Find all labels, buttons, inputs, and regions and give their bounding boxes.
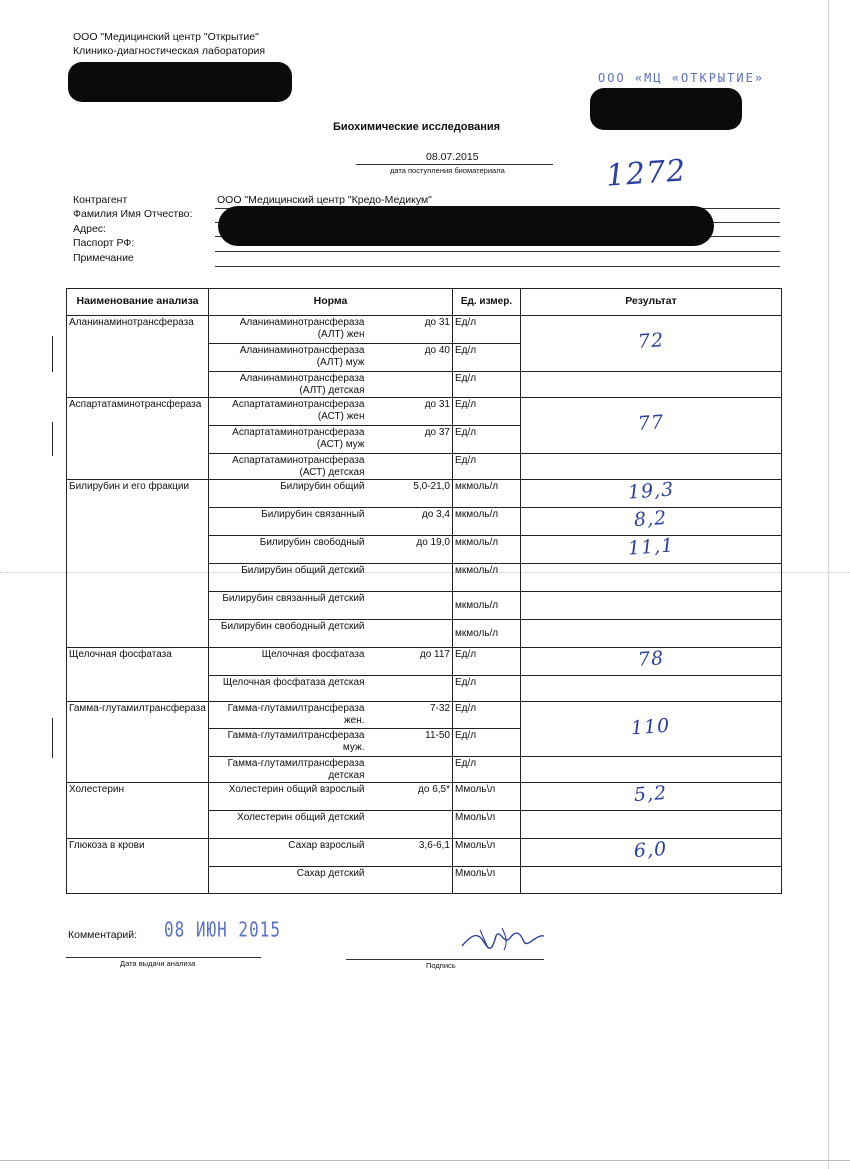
test-name: Холестерин общий детский (209, 811, 367, 839)
address-label: Адрес: (73, 223, 106, 235)
signature-caption: Подпись (426, 961, 456, 970)
result-cell (521, 702, 782, 757)
test-norm: до 3,4 (367, 508, 453, 536)
test-name: Билирубин общий детский (209, 564, 367, 592)
test-norm: до 6,5* (367, 783, 453, 811)
result-value: 8,2 (633, 507, 669, 532)
result-value: 5,2 (633, 782, 669, 807)
test-norm: до 37 (367, 426, 453, 454)
result-cell (521, 867, 782, 894)
group-glucose-name: Глюкоза в крови (67, 839, 209, 894)
fio-label: Фамилия Имя Отчество: (73, 208, 193, 220)
test-name: Билирубин свободный детский (209, 620, 367, 648)
test-unit: мкмоль/л (453, 480, 521, 508)
group-bilirubin-name: Билирубин и его фракции (67, 480, 209, 648)
result-cell (521, 676, 782, 702)
test-name: Аланинаминотрансфераза (АЛТ) жен (209, 316, 367, 344)
test-norm: 5,0-21,0 (367, 480, 453, 508)
margin-tick (52, 336, 53, 372)
date-received: 08.07.2015 (426, 151, 479, 163)
test-norm: 3,6-6,1 (367, 839, 453, 867)
signature-image (458, 924, 548, 954)
test-name: Гамма-глутамилтрансфераза детская (209, 757, 367, 783)
test-norm (367, 454, 453, 480)
result-cell (521, 454, 782, 480)
date-received-line (356, 164, 553, 165)
test-name: Щелочная фосфатаза детская (209, 676, 367, 702)
results-table (66, 288, 782, 894)
group-ggt-name: Гамма-глутамилтрансфераза (67, 702, 209, 783)
redacted-block-left (68, 62, 292, 102)
result-cell (521, 757, 782, 783)
result-value: 77 (637, 411, 665, 436)
test-norm: 7-32 (367, 702, 453, 729)
date-stamp: 08 ИЮН 2015 (164, 917, 281, 942)
test-name: Аланинаминотрансфераза (АЛТ) детская (209, 372, 367, 398)
result-cell (521, 398, 782, 454)
result-value: 78 (637, 647, 665, 672)
test-unit: мкмоль/л (453, 564, 521, 592)
result-value: 72 (637, 329, 665, 354)
scan-right-edge (828, 0, 829, 1169)
redacted-patient-info (218, 206, 714, 246)
test-unit: Ед/л (453, 648, 521, 676)
group-alt-name: Аланинаминотрансфераза (67, 316, 209, 398)
test-unit: Ед/л (453, 729, 521, 757)
issue-date-line (66, 957, 261, 958)
test-name: Гамма-глутамилтрансфераза муж. (209, 729, 367, 757)
result-cell (521, 480, 782, 508)
result-cell (521, 508, 782, 536)
test-name: Аланинаминотрансфераза (АЛТ) муж (209, 344, 367, 372)
test-name: Билирубин общий (209, 480, 367, 508)
result-cell (521, 811, 782, 839)
group-alp-name: Щелочная фосфатаза (67, 648, 209, 702)
test-name: Сахар детский (209, 867, 367, 894)
result-cell (521, 592, 782, 620)
margin-tick (52, 422, 53, 456)
result-cell (521, 564, 782, 592)
document-title: Биохимические исследования (333, 121, 501, 133)
date-received-caption: дата поступления биоматериала (390, 166, 505, 175)
test-name: Аспартатаминотрансфераза (АСТ) муж (209, 426, 367, 454)
test-unit: Ед/л (453, 426, 521, 454)
test-unit: мкмоль/л (453, 536, 521, 564)
header-norm: Норма (209, 289, 453, 316)
signature-line (346, 959, 544, 960)
margin-tick (52, 718, 53, 758)
test-unit: Ед/л (453, 316, 521, 344)
test-norm: до 31 (367, 316, 453, 344)
result-cell (521, 783, 782, 811)
group-ast-name: Аспартатаминотрансфераза (67, 398, 209, 480)
test-name: Холестерин общий взрослый (209, 783, 367, 811)
test-norm: 11-50 (367, 729, 453, 757)
org-name: ООО "Медицинский центр "Открытие" (73, 31, 259, 43)
note-label: Примечание (73, 252, 134, 264)
group-cholesterol-name: Холестерин (67, 783, 209, 839)
test-name: Билирубин свободный (209, 536, 367, 564)
redacted-block-right (590, 88, 742, 130)
test-norm (367, 564, 453, 592)
header-unit: Ед. измер. (453, 289, 521, 316)
test-name: Гамма-глутамилтрансфераза жен. (209, 702, 367, 729)
test-unit: Ммоль\л (453, 783, 521, 811)
test-norm (367, 676, 453, 702)
note-line (215, 266, 780, 267)
contractor-label: Контрагент (73, 194, 128, 206)
lab-name: Клинико-диагностическая лаборатория (73, 45, 266, 57)
test-unit: Ед/л (453, 757, 521, 783)
test-norm: до 19,0 (367, 536, 453, 564)
test-unit: Ед/л (453, 454, 521, 480)
clinic-stamp: ООО «МЦ «ОТКРЫТИЕ» (598, 71, 765, 85)
test-unit: Ед/л (453, 398, 521, 426)
test-name: Аспартатаминотрансфераза (АСТ) детская (209, 454, 367, 480)
test-unit: Ммоль\л (453, 867, 521, 894)
test-norm (367, 592, 453, 620)
test-norm (367, 811, 453, 839)
result-cell (521, 372, 782, 398)
test-name: Билирубин связанный детский (209, 592, 367, 620)
test-name: Сахар взрослый (209, 839, 367, 867)
result-value: 110 (630, 714, 672, 740)
header-result: Результат (521, 289, 782, 316)
test-name: Билирубин связанный (209, 508, 367, 536)
test-unit: мкмоль/л (453, 592, 521, 620)
result-value: 6,0 (633, 838, 669, 863)
passport-label: Паспорт РФ: (73, 237, 135, 249)
result-cell (521, 648, 782, 676)
test-norm: до 31 (367, 398, 453, 426)
test-name: Аспартатаминотрансфераза (АСТ) жен (209, 398, 367, 426)
test-unit: мкмоль/л (453, 508, 521, 536)
contractor-value: ООО "Медицинский центр "Кредо-Медикум" (217, 194, 432, 206)
scan-bottom-edge (0, 1160, 850, 1161)
header-name: Наименование анализа (67, 289, 209, 316)
handwritten-number: 1272 (604, 153, 688, 194)
result-value: 19,3 (627, 478, 675, 504)
test-norm: до 40 (367, 344, 453, 372)
test-unit: Ед/л (453, 372, 521, 398)
test-name: Щелочная фосфатаза (209, 648, 367, 676)
test-unit: Ммоль\л (453, 839, 521, 867)
result-cell (521, 536, 782, 564)
result-cell (521, 316, 782, 372)
comment-label: Комментарий: (68, 929, 138, 941)
test-norm (367, 620, 453, 648)
issue-date-caption: Дата выдачи анализа (120, 959, 196, 968)
test-unit: Ед/л (453, 702, 521, 729)
test-norm: до 117 (367, 648, 453, 676)
result-cell (521, 620, 782, 648)
test-unit: Ммоль\л (453, 811, 521, 839)
test-norm (367, 372, 453, 398)
passport-line (215, 251, 780, 252)
test-norm (367, 757, 453, 783)
result-value: 11,1 (627, 534, 675, 560)
test-norm (367, 867, 453, 894)
test-unit: мкмоль/л (453, 620, 521, 648)
result-cell (521, 839, 782, 867)
test-unit: Ед/л (453, 676, 521, 702)
test-unit: Ед/л (453, 344, 521, 372)
